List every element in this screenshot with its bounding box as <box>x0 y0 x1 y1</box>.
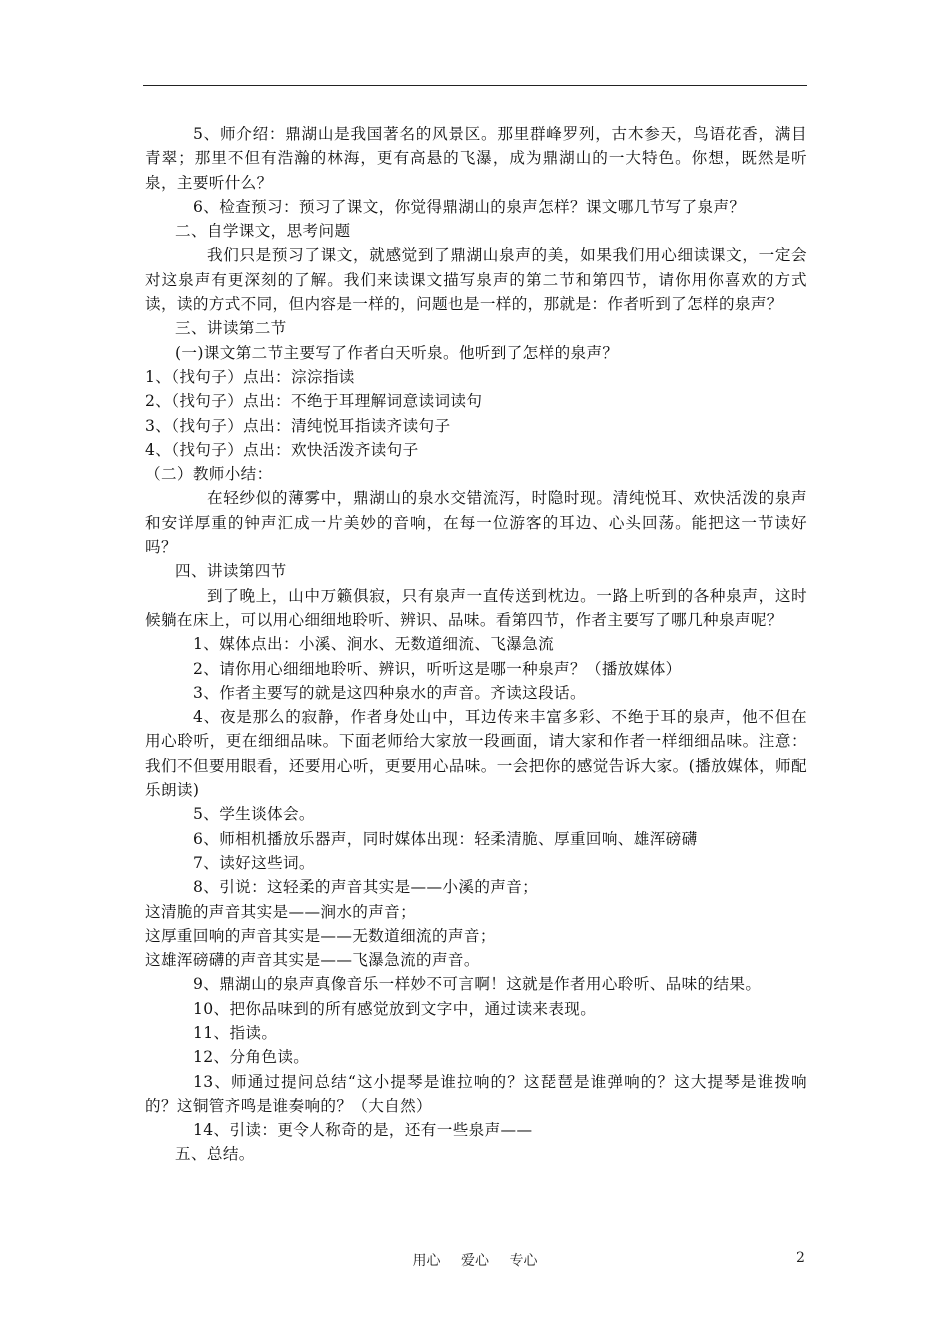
paragraph: 11、指读。 <box>193 1023 278 1042</box>
paragraph: 12、分角色读。 <box>193 1048 310 1067</box>
header-rule <box>143 85 807 86</box>
paragraph: 13、师通过提问总结“这小提琴是谁拉响的？这琵琶是谁弹响的？这大提琴是谁拨响的？这铜管齐鸣是谁奏响的？（大自然） <box>145 1072 807 1115</box>
paragraph: 这清脆的声音其实是——涧水的声音； <box>145 902 417 921</box>
paragraph: 到了晚上，山中万籁俱寂，只有泉声一直传送到枕边。一路上听到的各种泉声，这时候躺在床上，可以用心细细地聆听、辨识、品味。看第四节，作者主要写了哪几种泉声呢？ <box>145 586 807 629</box>
paragraph: 5、学生谈体会。 <box>193 805 315 824</box>
paragraph: 7、读好这些词。 <box>193 853 315 872</box>
paragraph: 9、鼎湖山的泉声真像音乐一样妙不可言啊！这就是作者用心聆听、品味的结果。 <box>193 975 762 994</box>
footer-word: 爱心 <box>461 1253 489 1269</box>
paragraph: 四、讲读第四节 <box>175 562 287 581</box>
paragraph: 6、师相机播放乐器声，同时媒体出现：轻柔清脆、厚重回响、雄浑磅礴 <box>193 829 698 848</box>
paragraph: 6、检查预习：预习了课文，你觉得鼎湖山的泉声怎样？课文哪几节写了泉声？ <box>193 197 746 216</box>
paragraph: 我们只是预习了课文，就感觉到了鼎湖山泉声的美，如果我们用心细读课文，一定会对这泉声有更深刻的了解。我们来读课文描写泉声的第二节和第四节，请你用你喜欢的方式读，读的方式不同，但内容是一样的，问题也是一样的，那就是：作者听到了怎样的泉声？ <box>145 246 807 314</box>
paragraph: 2、请你用心细细地聆听、辨识，听听这是哪一种泉声？（播放媒体） <box>193 659 682 678</box>
paragraph: 10、把你品味到的所有感觉放到文字中，通过读来表现。 <box>193 999 597 1018</box>
paragraph: 3、作者主要写的就是这四种泉水的声音。齐读这段话。 <box>193 683 586 702</box>
paragraph: 4、夜是那么的寂静，作者身处山中，耳边传来丰富多彩、不绝于耳的泉声，他不但在用心聆听，更在细细品味。下面老师给大家放一段画面，请大家和作者一样细细品味。注意：我们不但要用眼看，还要用心听，更要用心品味。一会把你的感觉告诉大家。(播放媒体，师配乐朗读) <box>145 708 807 800</box>
paragraph: （二）教师小结： <box>145 465 273 484</box>
paragraph: 1、（找句子）点出：淙淙指读 <box>145 367 355 386</box>
paragraph: 1、媒体点出：小溪、涧水、无数道细流、飞瀑急流 <box>193 635 555 654</box>
footer-word: 专心 <box>509 1253 538 1269</box>
paragraph: 3、（找句子）点出：清纯悦耳指读齐读句子 <box>145 416 451 435</box>
footer-word: 用心 <box>412 1253 441 1269</box>
page-number: 2 <box>796 1250 805 1266</box>
paragraph: 14、引读：更令人称奇的是，还有一些泉声—— <box>193 1121 533 1140</box>
paragraph: 三、讲读第二节 <box>175 319 287 338</box>
paragraph: 8、引说：这轻柔的声音其实是——小溪的声音； <box>193 878 539 897</box>
paragraph: 这厚重回响的声音其实是——无数道细流的声音； <box>145 926 496 945</box>
paragraph: 4、（找句子）点出：欢快活泼齐读句子 <box>145 440 419 459</box>
paragraph: 5、师介绍：鼎湖山是我国著名的风景区。那里群峰罗列，古木参天，鸟语花香，满目青翠；那里不但有浩瀚的林海，更有高悬的飞瀑，成为鼎湖山的一大特色。你想，既然是听泉，主要听什么？ <box>145 125 807 192</box>
paragraph: 在轻纱似的薄雾中，鼎湖山的泉水交错流泻，时隐时现。清纯悦耳、欢快活泼的泉声和安详厚重的钟声汇成一片美妙的音响，在每一位游客的耳边、心头回荡。能把这一节读好吗？ <box>145 489 807 557</box>
footer-motto <box>0 1250 950 1270</box>
paragraph: 2、（找句子）点出：不绝于耳理解词意读词读句 <box>145 392 483 411</box>
paragraph: 五、总结。 <box>175 1145 255 1164</box>
document-body <box>145 122 807 1167</box>
paragraph: (一)课文第二节主要写了作者白天听泉。他听到了怎样的泉声？ <box>175 343 619 362</box>
paragraph: 二、自学课文，思考问题 <box>175 222 351 241</box>
paragraph: 这雄浑磅礴的声音其实是——飞瀑急流的声音。 <box>145 951 480 970</box>
